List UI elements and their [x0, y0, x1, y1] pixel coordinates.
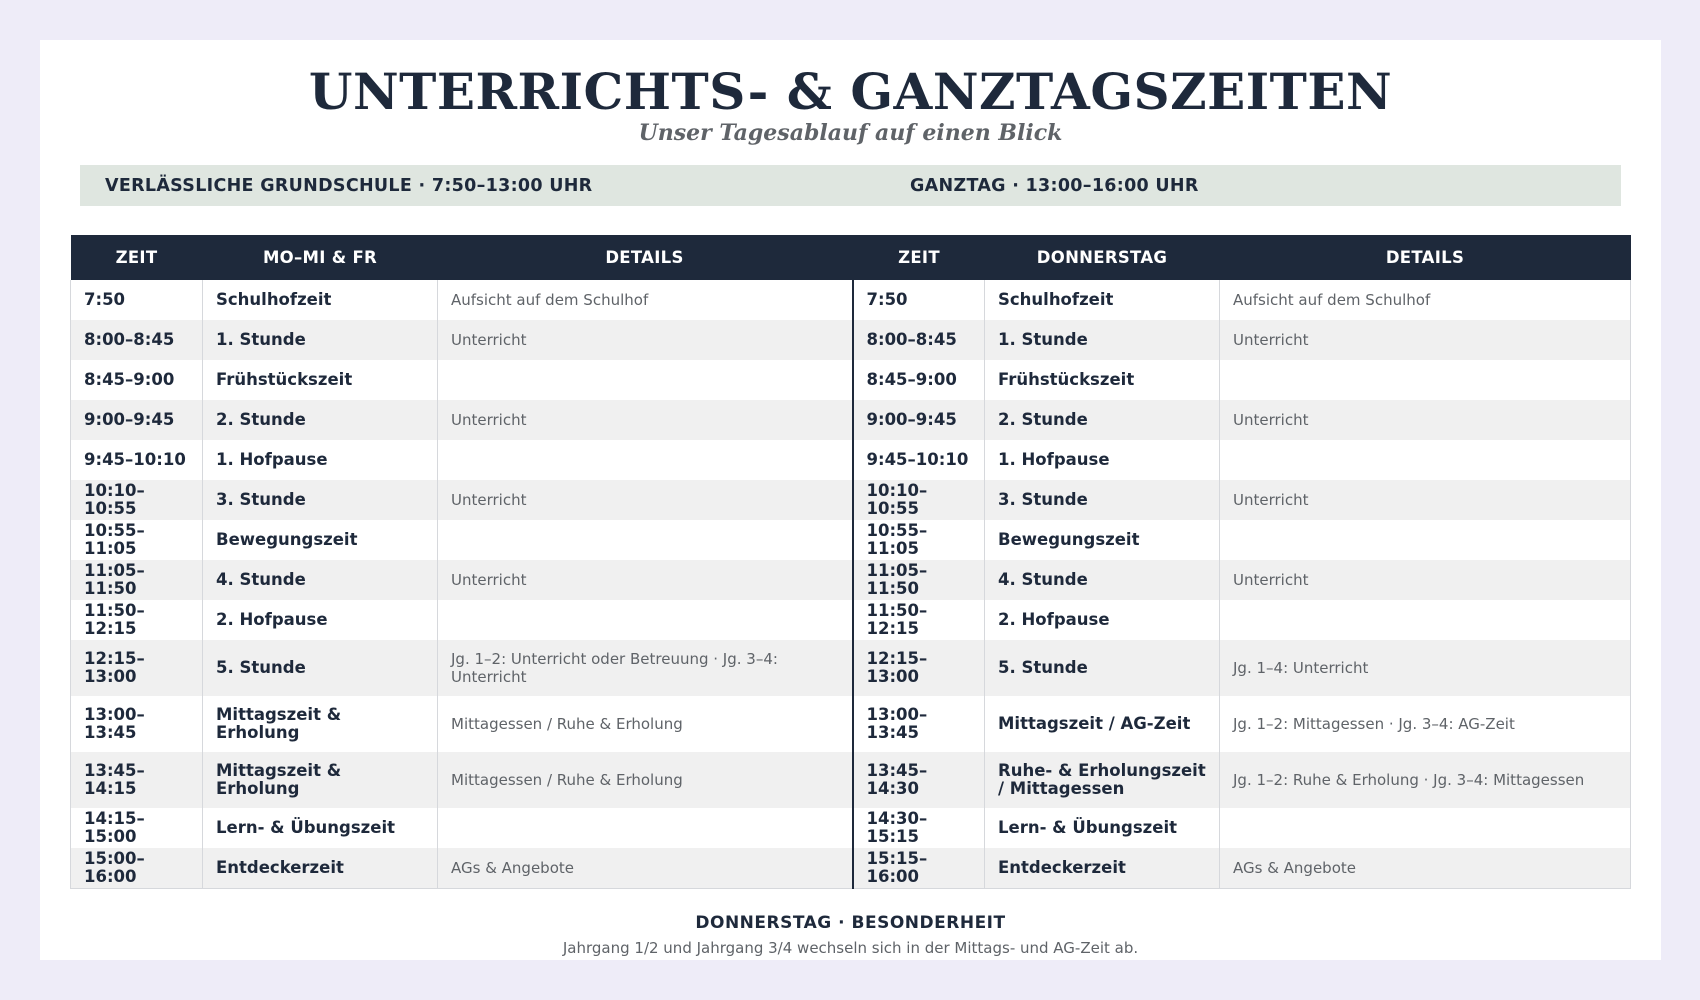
header-details-right: DETAILS: [1220, 235, 1631, 280]
page-title: UNTERRICHTS- & GANZTAGSZEITEN: [308, 62, 1393, 121]
activity-cell: Frühstückszeit: [985, 360, 1220, 400]
activity-cell: Bewegungszeit: [203, 520, 438, 560]
activity-cell: 2. Stunde: [985, 400, 1220, 440]
time-cell: 14:30–15:15: [853, 808, 985, 848]
activity-cell: Entdeckerzeit: [203, 848, 438, 889]
page-subtitle: Unser Tagesablauf auf einen Blick: [638, 120, 1063, 146]
details-cell: Unterricht: [438, 560, 853, 600]
details-cell: [1220, 360, 1631, 400]
activity-cell: 2. Hofpause: [203, 600, 438, 640]
table-row: [71, 848, 1631, 889]
activity-cell: 1. Stunde: [985, 320, 1220, 360]
activity-cell: 4. Stunde: [985, 560, 1220, 600]
header-details-left: DETAILS: [438, 235, 853, 280]
details-cell: Jg. 1–2: Mittagessen · Jg. 3–4: AG-Zeit: [1220, 696, 1631, 752]
details-cell: [438, 520, 853, 560]
header-donnerstag: DONNERSTAG: [985, 235, 1220, 280]
activity-cell: 2. Hofpause: [985, 600, 1220, 640]
activity-cell: Mittagszeit & Erholung: [203, 752, 438, 808]
time-cell: 11:50–12:15: [71, 600, 203, 640]
details-cell: AGs & Angebote: [1220, 848, 1631, 889]
details-cell: AGs & Angebote: [438, 848, 853, 889]
time-cell: 7:50: [71, 280, 203, 320]
header-mo-mi-fr: MO–MI & FR: [203, 235, 438, 280]
time-cell: 10:55–11:05: [71, 520, 203, 560]
details-cell: Unterricht: [1220, 400, 1631, 440]
details-cell: Unterricht: [438, 400, 853, 440]
activity-cell: 3. Stunde: [203, 480, 438, 520]
details-cell: Aufsicht auf dem Schulhof: [1220, 280, 1631, 320]
time-cell: 11:05–11:50: [853, 560, 985, 600]
info-band: [80, 165, 1621, 206]
table-row: [71, 696, 1631, 752]
activity-cell: 1. Hofpause: [985, 440, 1220, 480]
table-header-row: [71, 235, 1631, 280]
activity-cell: Mittagszeit / AG-Zeit: [985, 696, 1220, 752]
table-row: [71, 600, 1631, 640]
activity-cell: 1. Hofpause: [203, 440, 438, 480]
activity-cell: Frühstückszeit: [203, 360, 438, 400]
time-cell: 8:00–8:45: [853, 320, 985, 360]
time-cell: 12:15–13:00: [853, 640, 985, 696]
details-cell: [438, 600, 853, 640]
table-row: [71, 808, 1631, 848]
details-cell: Mittagessen / Ruhe & Erholung: [438, 752, 853, 808]
table-row: [71, 320, 1631, 360]
time-cell: 8:45–9:00: [853, 360, 985, 400]
time-cell: 10:10–10:55: [71, 480, 203, 520]
activity-cell: 2. Stunde: [203, 400, 438, 440]
time-cell: 13:45–14:30: [853, 752, 985, 808]
table-row: [71, 440, 1631, 480]
details-cell: Jg. 1–2: Ruhe & Erholung · Jg. 3–4: Mittagessen: [1220, 752, 1631, 808]
details-cell: [438, 808, 853, 848]
time-cell: 12:15–13:00: [71, 640, 203, 696]
table-row: [71, 400, 1631, 440]
band-ganztag-label: GANZTAG · 13:00–16:00 UHR: [910, 176, 1199, 196]
schedule-table: [70, 235, 1631, 889]
time-cell: 14:15–15:00: [71, 808, 203, 848]
details-cell: [1220, 808, 1631, 848]
time-cell: 9:00–9:45: [71, 400, 203, 440]
note-heading: DONNERSTAG · BESONDERHEIT: [695, 913, 1006, 933]
band-grundschule-label: VERLÄSSLICHE GRUNDSCHULE · 7:50–13:00 UHR: [105, 176, 593, 196]
time-cell: 13:00–13:45: [71, 696, 203, 752]
activity-cell: 4. Stunde: [203, 560, 438, 600]
details-cell: [1220, 440, 1631, 480]
schedule-sheet: [40, 40, 1661, 960]
table-row: [71, 360, 1631, 400]
time-cell: 8:45–9:00: [71, 360, 203, 400]
note-text: Jahrgang 1/2 und Jahrgang 3/4 wechseln sich in der Mittags- und AG-Zeit ab.: [562, 939, 1139, 957]
details-cell: Unterricht: [438, 480, 853, 520]
details-cell: [438, 360, 853, 400]
time-cell: 11:05–11:50: [71, 560, 203, 600]
details-cell: Unterricht: [1220, 560, 1631, 600]
details-cell: [1220, 600, 1631, 640]
details-cell: [438, 440, 853, 480]
activity-cell: Bewegungszeit: [985, 520, 1220, 560]
header-zeit-left: ZEIT: [71, 235, 203, 280]
activity-cell: 1. Stunde: [203, 320, 438, 360]
table-row: [71, 752, 1631, 808]
details-cell: Jg. 1–4: Unterricht: [1220, 640, 1631, 696]
time-cell: 13:45–14:15: [71, 752, 203, 808]
time-cell: 15:15–16:00: [853, 848, 985, 889]
time-cell: 13:00–13:45: [853, 696, 985, 752]
activity-cell: Ruhe- & Erholungszeit / Mittagessen: [985, 752, 1220, 808]
details-cell: Aufsicht auf dem Schulhof: [438, 280, 853, 320]
details-cell: Unterricht: [1220, 320, 1631, 360]
header-zeit-right: ZEIT: [853, 235, 985, 280]
activity-cell: Entdeckerzeit: [985, 848, 1220, 889]
time-cell: 9:00–9:45: [853, 400, 985, 440]
activity-cell: Schulhofzeit: [985, 280, 1220, 320]
time-cell: 7:50: [853, 280, 985, 320]
time-cell: 10:55–11:05: [853, 520, 985, 560]
time-cell: 9:45–10:10: [71, 440, 203, 480]
time-cell: 8:00–8:45: [71, 320, 203, 360]
details-cell: [1220, 520, 1631, 560]
activity-cell: Schulhofzeit: [203, 280, 438, 320]
details-cell: Jg. 1–2: Unterricht oder Betreuung · Jg. 3–4: Unterricht: [438, 640, 853, 696]
details-cell: Unterricht: [438, 320, 853, 360]
activity-cell: Lern- & Übungszeit: [985, 808, 1220, 848]
table-row: [71, 560, 1631, 600]
activity-cell: 3. Stunde: [985, 480, 1220, 520]
details-cell: Unterricht: [1220, 480, 1631, 520]
table-row: [71, 520, 1631, 560]
activity-cell: 5. Stunde: [203, 640, 438, 696]
details-cell: Mittagessen / Ruhe & Erholung: [438, 696, 853, 752]
time-cell: 9:45–10:10: [853, 440, 985, 480]
time-cell: 15:00–16:00: [71, 848, 203, 889]
time-cell: 10:10–10:55: [853, 480, 985, 520]
time-cell: 11:50–12:15: [853, 600, 985, 640]
table-row: [71, 480, 1631, 520]
activity-cell: Mittagszeit & Erholung: [203, 696, 438, 752]
table-row: [71, 280, 1631, 320]
activity-cell: Lern- & Übungszeit: [203, 808, 438, 848]
activity-cell: 5. Stunde: [985, 640, 1220, 696]
table-row: [71, 640, 1631, 696]
